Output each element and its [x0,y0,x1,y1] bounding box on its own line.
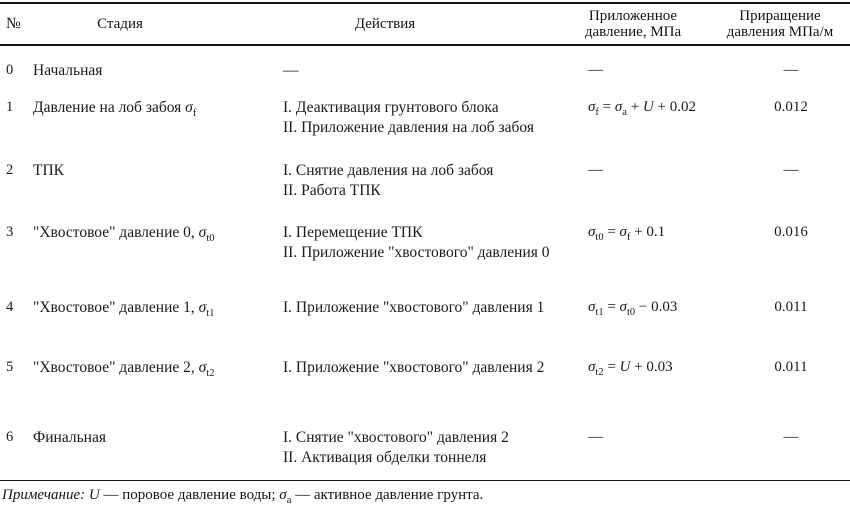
header-actions: Действия [354,16,416,32]
sigma-symbol: σ [588,299,596,315]
table-header [0,3,850,45]
table-row-3 [0,208,850,283]
header-applied-pressure [570,3,720,45]
row-4-increment: 0.011 [774,299,808,315]
header-increment-line2: давления МПа/м [726,24,834,40]
row-4-stage [30,283,282,343]
table-footnote [0,486,850,504]
header-increment [720,3,850,45]
row-5-num: 5 [6,359,14,375]
row-3-stage [30,208,282,283]
sigma-symbol: σ [619,299,627,315]
stages-table [0,2,850,481]
row-2-pressure [570,146,720,208]
action-line: II. Приложение давления на лоб забоя [283,118,534,136]
sigma-symbol: σ [588,224,596,240]
formula-text: − 0.03 [635,299,678,315]
formula-text: + 0.03 [630,359,673,375]
row-1-num: 1 [6,99,14,115]
header-stage: Стадия [97,16,143,32]
table-row-4 [0,283,850,343]
sigma-subscript: t0 [626,307,636,318]
formula-text: = [603,359,620,375]
sigma-symbol: σ [588,99,596,115]
row-3-pressure [570,208,720,283]
action-line: I. Приложение "хвостового" давления 1 [283,299,545,316]
table-row-0 [0,45,850,83]
stage-text: Финальная [33,429,106,446]
footnote-text: — поровое давление воды; [99,486,280,503]
row-1-pressure [570,83,720,146]
formula-text: + 0.02 [653,99,696,115]
row-6-pressure [570,413,720,480]
sigma-subscript: f [595,107,599,118]
stage-text: "Хвостовое" давление 1, [33,299,199,316]
formula-text: = [598,99,615,115]
row-0-increment: — [783,62,799,78]
header-row [0,3,850,45]
action-line: I. Снятие "хвостового" давления 2 [283,429,509,446]
row-0-stage [30,45,282,83]
sigma-symbol: σ [619,224,627,240]
stage-text: ТПК [33,162,64,179]
row-1-increment: 0.012 [774,99,808,115]
row-5-pressure [570,343,720,413]
stage-text: Начальная [33,62,103,79]
table-row-1 [0,83,850,146]
row-2-num: 2 [6,162,14,178]
row-6-num: 6 [6,429,14,445]
sigma-subscript: t2 [206,368,215,380]
sigma-subscript: t1 [206,308,215,320]
sigma-subscript: t0 [206,233,215,245]
sigma-symbol: σ [614,99,623,115]
table-body [0,45,850,480]
table-row-2 [0,146,850,208]
sigma-subscript: a [622,107,627,118]
row-2-actions [282,146,570,208]
action-line: II. Приложение "хвостового" давления 0 [283,243,550,261]
sigma-subscript: t0 [595,232,604,243]
action-line: II. Работа ТПК [283,181,381,199]
sigma-symbol: σ [185,99,193,116]
header-applied-pressure-line2: давление, МПа [584,24,682,40]
row-5-increment: 0.011 [774,359,808,375]
sigma-symbol: σ [198,224,207,241]
u-variable: U [642,99,654,115]
footnote-text: — активное давление грунта. [291,486,484,503]
row-0-num: 0 [6,62,14,78]
action-line: II. Активация обделки тоннеля [283,448,487,466]
table-row-6 [0,413,850,480]
row-2-increment: — [783,162,799,178]
sigma-symbol: σ [198,299,207,316]
action-line: I. Приложение "хвостового" давления 2 [283,359,545,376]
action-line: I. Снятие давления на лоб забоя [283,162,494,179]
sigma-symbol: σ [198,359,207,376]
row-4-pressure [570,283,720,343]
pressure-dash: — [588,429,603,445]
stage-text: "Хвостовое" давление 0, [33,224,199,241]
row-6-actions [282,413,570,480]
row-6-stage [30,413,282,480]
row-6-increment: — [783,429,799,445]
sigma-symbol: σ [279,486,287,503]
sigma-subscript: f [626,232,631,243]
sigma-subscript: t2 [595,367,604,378]
row-3-actions [282,208,570,283]
row-4-actions [282,283,570,343]
row-1-actions [282,83,570,146]
row-2-stage [30,146,282,208]
formula-text: = [603,299,620,315]
u-variable: U [88,486,100,503]
sigma-subscript: t1 [595,307,604,318]
row-3-num: 3 [6,224,14,240]
row-4-num: 4 [6,299,14,315]
footnote-label: Примечание: [2,486,86,503]
row-3-increment: 0.016 [774,224,808,240]
header-increment-line1: Приращение [739,8,821,24]
formula-text: = [603,224,620,240]
row-5-actions [282,343,570,413]
action-line: I. Деактивация грунтового блока [283,99,499,116]
sigma-symbol: σ [588,359,596,375]
stage-text: Давление на лоб забоя [33,99,186,116]
row-0-actions [282,45,570,83]
stage-text: "Хвостовое" давление 2, [33,359,199,376]
pressure-dash: — [588,62,603,78]
action-line: I. Перемещение ТПК [283,224,423,241]
sigma-subscript: f [192,108,197,120]
formula-text: + [626,99,643,115]
u-variable: U [619,359,631,375]
formula-text: + 0.1 [630,224,666,240]
row-5-stage [30,343,282,413]
pressure-dash: — [588,162,603,178]
row-1-stage [30,83,282,146]
row-0-pressure [570,45,720,83]
header-applied-pressure-line1: Приложенное [588,8,678,24]
action-line: — [283,62,299,79]
sigma-subscript: a [286,494,292,506]
table-row-5 [0,343,850,413]
header-num: № [6,15,21,32]
